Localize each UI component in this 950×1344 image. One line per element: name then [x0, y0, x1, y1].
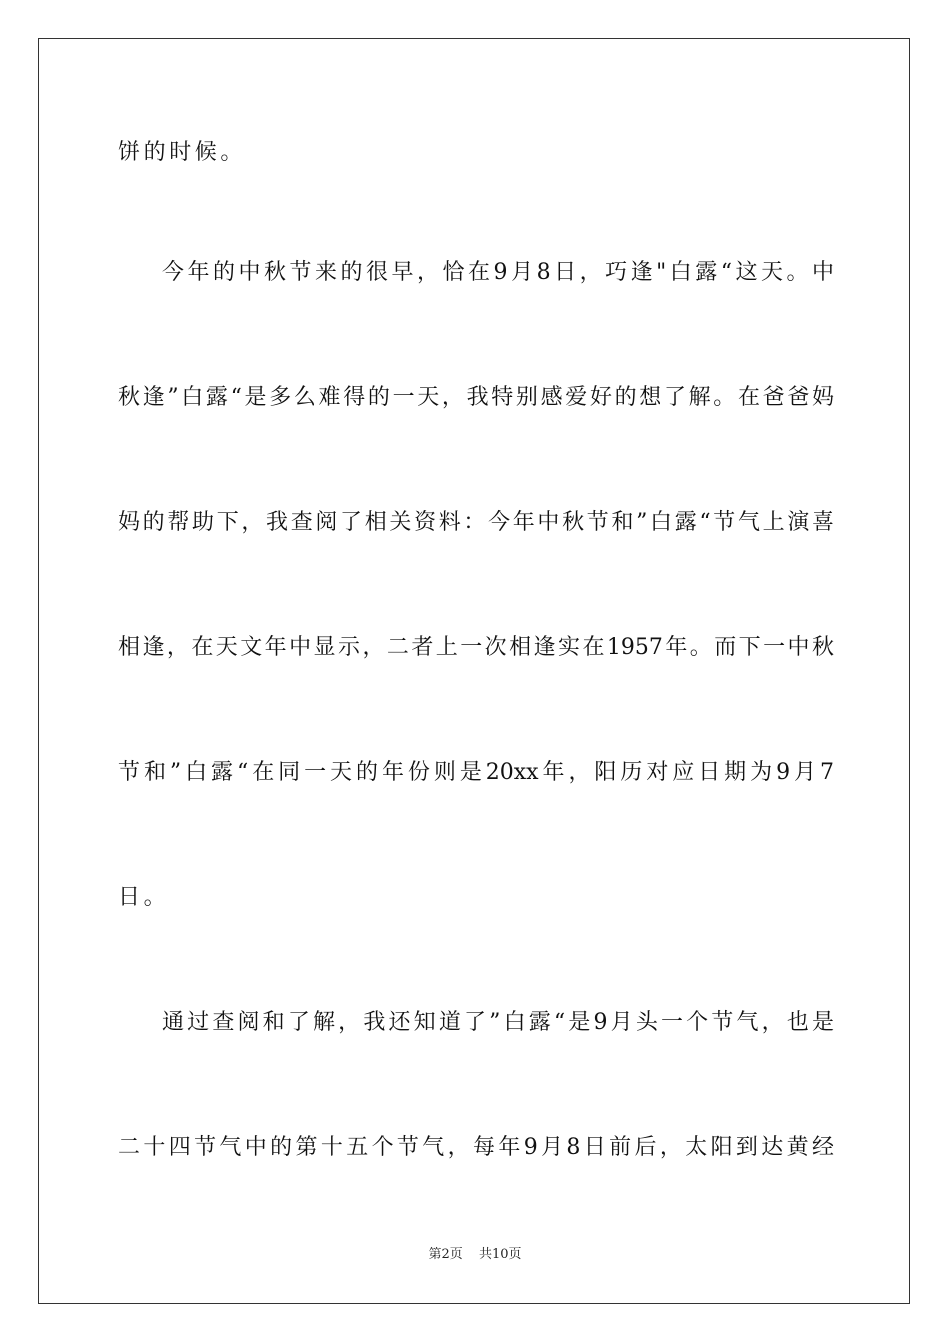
- text-line-4: 妈的帮助下，我查阅了相关资料：今年中秋节和”白露“节气上演喜: [118, 510, 834, 535]
- text-line-8: 通过查阅和了解，我还知道了”白露“是9月头一个节气，也是: [162, 1010, 834, 1035]
- page-number: 第2页: [428, 1247, 463, 1262]
- text-line-9: 二十四节气中的第十五个节气，每年9月8日前后，太阳到达黄经: [118, 1135, 834, 1160]
- page-total: 共10页: [478, 1247, 522, 1262]
- page-footer: [0, 1246, 950, 1264]
- text-line-2: 今年的中秋节来的很早，恰在9月8日，巧逢"白露“这天。中: [162, 260, 834, 285]
- text-line-6: 节和”白露“在同一天的年份则是20xx年，阳历对应日期为9月7: [118, 760, 834, 785]
- text-line-3: 秋逢”白露“是多么难得的一天，我特别感爱好的想了解。在爸爸妈: [118, 385, 834, 410]
- text-line-5: 相逢，在天文年中显示，二者上一次相逢实在1957年。而下一中秋: [118, 635, 834, 660]
- text-line-1: 饼的时候。: [118, 140, 247, 165]
- page-frame: [38, 38, 910, 1304]
- text-line-7: 日。: [118, 885, 170, 910]
